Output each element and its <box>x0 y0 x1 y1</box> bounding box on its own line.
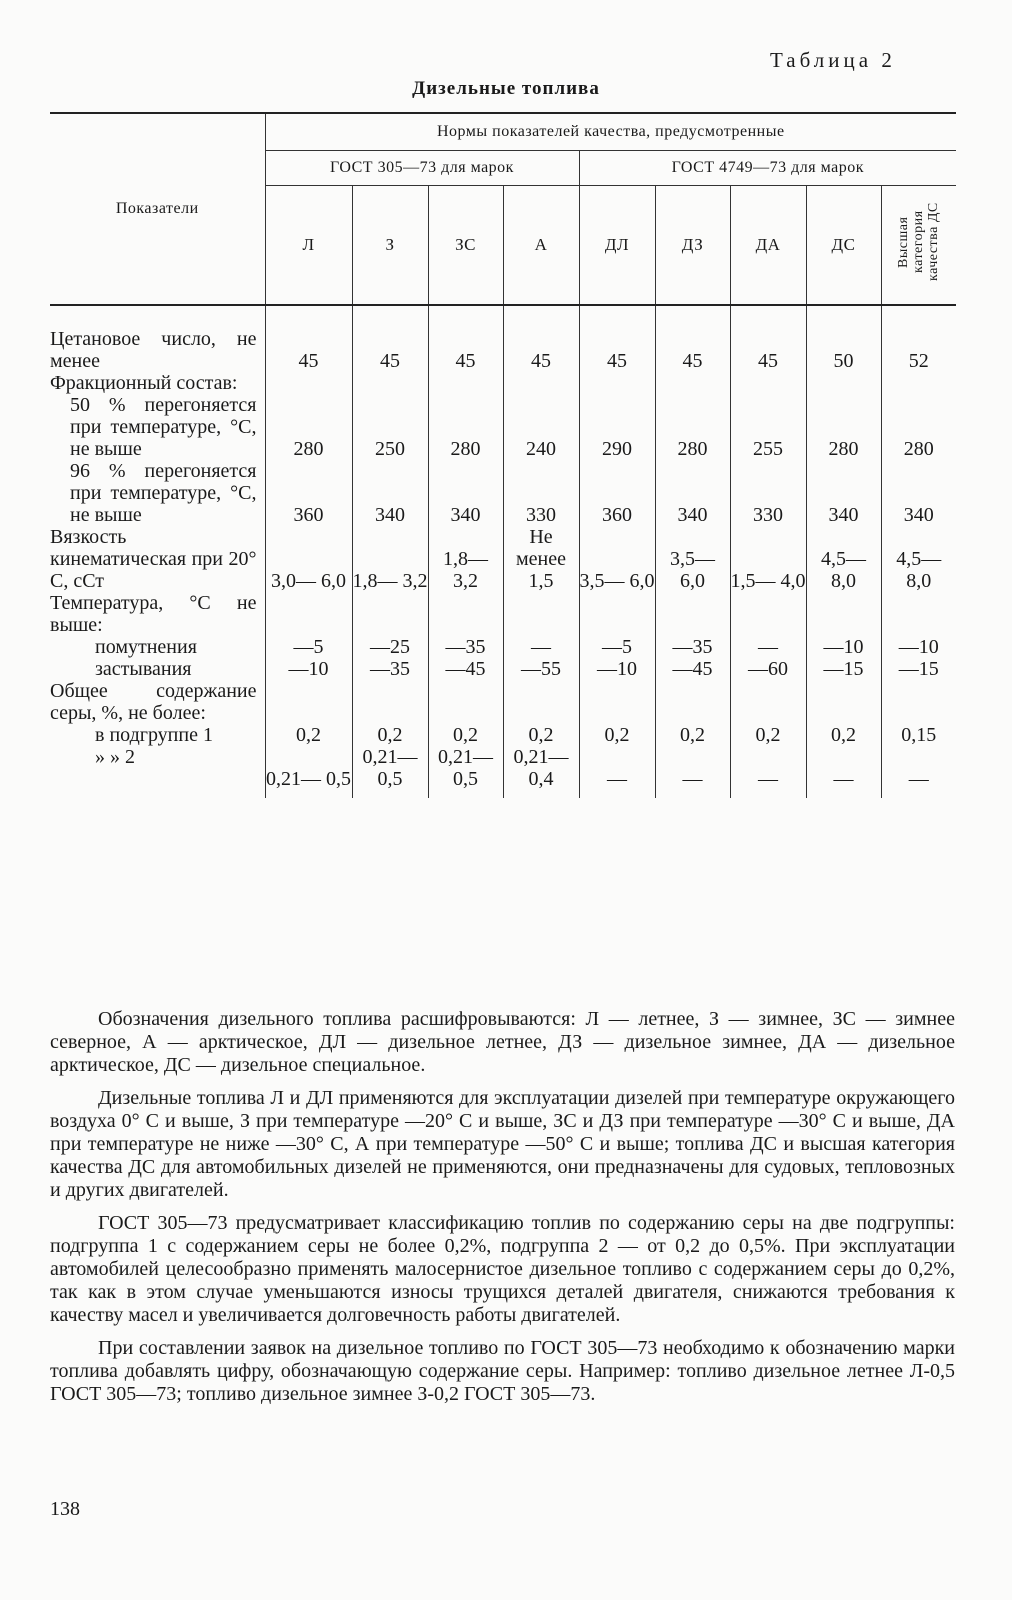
table-row <box>50 658 956 680</box>
value-cell: —10 <box>881 636 956 658</box>
value-cell <box>579 372 655 394</box>
value-cell: 360 <box>579 460 655 526</box>
table-row <box>50 305 956 372</box>
param-cell <box>50 680 265 724</box>
value-cell: 0,2 <box>579 724 655 746</box>
value-cell: — <box>881 746 956 798</box>
value-cell <box>881 680 956 724</box>
row-label: Общее содержание серы, %, не более: <box>50 680 257 724</box>
value-cell <box>806 372 881 394</box>
value-cell: — <box>579 746 655 798</box>
value-cell: 280 <box>428 394 503 460</box>
value-cell: 45 <box>352 305 428 372</box>
table-title: Дизельные топлива <box>412 78 600 99</box>
value-cell: 4,5— 8,0 <box>881 526 956 592</box>
grade-header-vertical-text: Высшая категория качества ДС <box>896 202 942 282</box>
value-cell: 0,2 <box>503 724 579 746</box>
value-cell: —35 <box>428 636 503 658</box>
value-cell: — <box>806 746 881 798</box>
table-row <box>50 526 956 592</box>
value-cell: 3,5— 6,0 <box>579 526 655 592</box>
body-text <box>50 1008 955 1416</box>
value-cell: 0,2 <box>428 724 503 746</box>
table-row <box>50 460 956 526</box>
value-cell: 0,2 <box>730 724 806 746</box>
value-cell: 290 <box>579 394 655 460</box>
row-label: Фракционный состав: <box>50 372 238 394</box>
value-cell <box>655 372 730 394</box>
param-cell <box>50 305 265 372</box>
value-cell <box>579 592 655 636</box>
value-cell <box>428 592 503 636</box>
param-cell <box>50 658 265 680</box>
value-cell: —5 <box>579 636 655 658</box>
value-cell <box>352 592 428 636</box>
row-label: помутнения <box>95 636 197 658</box>
table-row <box>50 680 956 724</box>
grade-header: ДЗ <box>655 186 730 306</box>
value-cell: 360 <box>265 460 352 526</box>
value-cell <box>503 680 579 724</box>
value-cell <box>730 372 806 394</box>
grade-header: А <box>503 186 579 306</box>
param-header: Показатели <box>50 113 265 305</box>
param-cell <box>50 746 265 798</box>
value-cell: 340 <box>352 460 428 526</box>
value-cell: 280 <box>655 394 730 460</box>
paragraph: Обозначения дизельного топлива расшифровываются: Л — летнее, З — зимнее, ЗС — зимнее северное, А — арктическое, ДЛ — дизельное летнее, ДЗ — дизельное зимнее, ДА — дизельное арктическое, ДС — дизельное специальное. <box>50 1008 955 1076</box>
value-cell: — <box>655 746 730 798</box>
value-cell: 330 <box>503 460 579 526</box>
norms-header: Нормы показателей качества, предусмотренные <box>265 113 956 151</box>
value-cell <box>265 372 352 394</box>
table-row <box>50 636 956 658</box>
grade-header: ЗС <box>428 186 503 306</box>
param-cell <box>50 460 265 526</box>
value-cell: 240 <box>503 394 579 460</box>
value-cell <box>579 680 655 724</box>
value-cell <box>265 680 352 724</box>
value-cell: —5 <box>265 636 352 658</box>
value-cell <box>503 372 579 394</box>
fuel-specs-table <box>50 112 956 798</box>
value-cell <box>428 680 503 724</box>
gost-305-header: ГОСТ 305—73 для марок <box>265 151 579 186</box>
value-cell: —35 <box>352 658 428 680</box>
value-cell <box>806 680 881 724</box>
value-cell: 4,5— 8,0 <box>806 526 881 592</box>
value-cell <box>655 592 730 636</box>
value-cell: —10 <box>579 658 655 680</box>
value-cell: 1,8— 3,2 <box>352 526 428 592</box>
table-row <box>50 724 956 746</box>
value-cell: 255 <box>730 394 806 460</box>
value-cell <box>352 372 428 394</box>
value-cell: —45 <box>428 658 503 680</box>
value-cell: —15 <box>881 658 956 680</box>
value-cell: 45 <box>503 305 579 372</box>
row-label: 96 % перегоняется при температуре, °С, не выше <box>70 460 257 526</box>
table-row <box>50 372 956 394</box>
value-cell: 0,21— 0,4 <box>503 746 579 798</box>
value-cell: 45 <box>265 305 352 372</box>
param-cell <box>50 526 265 592</box>
value-cell: 340 <box>881 460 956 526</box>
value-cell: 0,2 <box>655 724 730 746</box>
row-label: в подгруппе 1 <box>95 724 213 746</box>
value-cell: 250 <box>352 394 428 460</box>
value-cell: —55 <box>503 658 579 680</box>
value-cell: 330 <box>730 460 806 526</box>
value-cell: Не менее 1,5 <box>503 526 579 592</box>
table-row <box>50 592 956 636</box>
value-cell: 3,5— 6,0 <box>655 526 730 592</box>
gost-4749-header: ГОСТ 4749—73 для марок <box>579 151 956 186</box>
value-cell: 45 <box>428 305 503 372</box>
grade-header: Л <box>265 186 352 306</box>
grade-header-vertical <box>881 186 956 306</box>
value-cell: — <box>730 636 806 658</box>
param-cell <box>50 394 265 460</box>
value-cell: 50 <box>806 305 881 372</box>
paragraph: Дизельные топлива Л и ДЛ применяются для эксплуатации дизелей при температуре окружающего воздуха 0° С и выше, З при температуре —20° С и выше, ЗС и ДЗ при температуре —30° С и выше, ДА при температуре не ниже —30° С, А при температуре —50° С и выше; топлива ДС и высшая категория качества ДС для автомобильных дизелей не применяются, они предназначены для судовых, тепловозных и других двигателей. <box>50 1087 955 1201</box>
param-cell <box>50 636 265 658</box>
value-cell: 0,21— 0,5 <box>265 746 352 798</box>
value-cell: 280 <box>265 394 352 460</box>
value-cell: 45 <box>655 305 730 372</box>
grade-header: ДЛ <box>579 186 655 306</box>
value-cell <box>428 372 503 394</box>
row-label: » » 2 <box>95 746 135 768</box>
grade-header: ДА <box>730 186 806 306</box>
value-cell: —45 <box>655 658 730 680</box>
value-cell: 1,5— 4,0 <box>730 526 806 592</box>
value-cell <box>881 592 956 636</box>
value-cell: 340 <box>655 460 730 526</box>
param-cell <box>50 592 265 636</box>
value-cell: 340 <box>806 460 881 526</box>
value-cell: — <box>503 636 579 658</box>
value-cell <box>503 592 579 636</box>
row-label: Вязкость кинематическая при 20° С, сСт <box>50 526 257 592</box>
row-label: застывания <box>95 658 192 680</box>
value-cell <box>730 592 806 636</box>
grade-header: З <box>352 186 428 306</box>
table-row <box>50 746 956 798</box>
table-label: Таблица 2 <box>770 48 896 72</box>
value-cell: — <box>730 746 806 798</box>
row-label: 50 % перегоняется при температуре, °С, не выше <box>70 394 257 460</box>
value-cell: 45 <box>579 305 655 372</box>
paragraph: При составлении заявок на дизельное топливо по ГОСТ 305—73 необходимо к обозначению марки топлива добавлять цифру, обозначающую содержание серы. Например: топливо дизельное летнее Л-0,5 ГОСТ 305—73; топливо дизельное зимнее З-0,2 ГОСТ 305—73. <box>50 1337 955 1405</box>
page-number: 138 <box>50 1498 80 1520</box>
row-label: Температура, °С не выше: <box>50 592 257 636</box>
value-cell: 45 <box>730 305 806 372</box>
value-cell: 340 <box>428 460 503 526</box>
value-cell: 280 <box>881 394 956 460</box>
value-cell: —25 <box>352 636 428 658</box>
value-cell: —10 <box>806 636 881 658</box>
grade-header: ДС <box>806 186 881 306</box>
value-cell <box>352 680 428 724</box>
value-cell <box>730 680 806 724</box>
param-cell <box>50 724 265 746</box>
param-cell <box>50 372 265 394</box>
value-cell: —15 <box>806 658 881 680</box>
value-cell: 280 <box>806 394 881 460</box>
value-cell: 0,21— 0,5 <box>352 746 428 798</box>
value-cell: 3,0— 6,0 <box>265 526 352 592</box>
value-cell: —60 <box>730 658 806 680</box>
value-cell <box>655 680 730 724</box>
value-cell <box>806 592 881 636</box>
value-cell <box>265 592 352 636</box>
value-cell: 0,15 <box>881 724 956 746</box>
table-row <box>50 394 956 460</box>
value-cell: 52 <box>881 305 956 372</box>
value-cell: 0,2 <box>352 724 428 746</box>
value-cell: 1,8— 3,2 <box>428 526 503 592</box>
value-cell: 0,21— 0,5 <box>428 746 503 798</box>
row-label: Цетановое число, не менее <box>50 328 257 372</box>
value-cell: —35 <box>655 636 730 658</box>
value-cell: —10 <box>265 658 352 680</box>
value-cell <box>881 372 956 394</box>
paragraph: ГОСТ 305—73 предусматривает классификацию топлив по содержанию серы на две подгруппы: подгруппа 1 с содержанием серы не более 0,2%, подгруппа 2 — от 0,2 до 0,5%. При эксплуатации автомобилей целесообразно применять малосернистое дизельное топливо с содержанием серы до 0,2%, так как в этом случае уменьшаются износы трущихся деталей двигателя, снижаются требования к качеству масел и увеличивается долговечность работы двигателей. <box>50 1212 955 1326</box>
value-cell: 0,2 <box>806 724 881 746</box>
value-cell: 0,2 <box>265 724 352 746</box>
